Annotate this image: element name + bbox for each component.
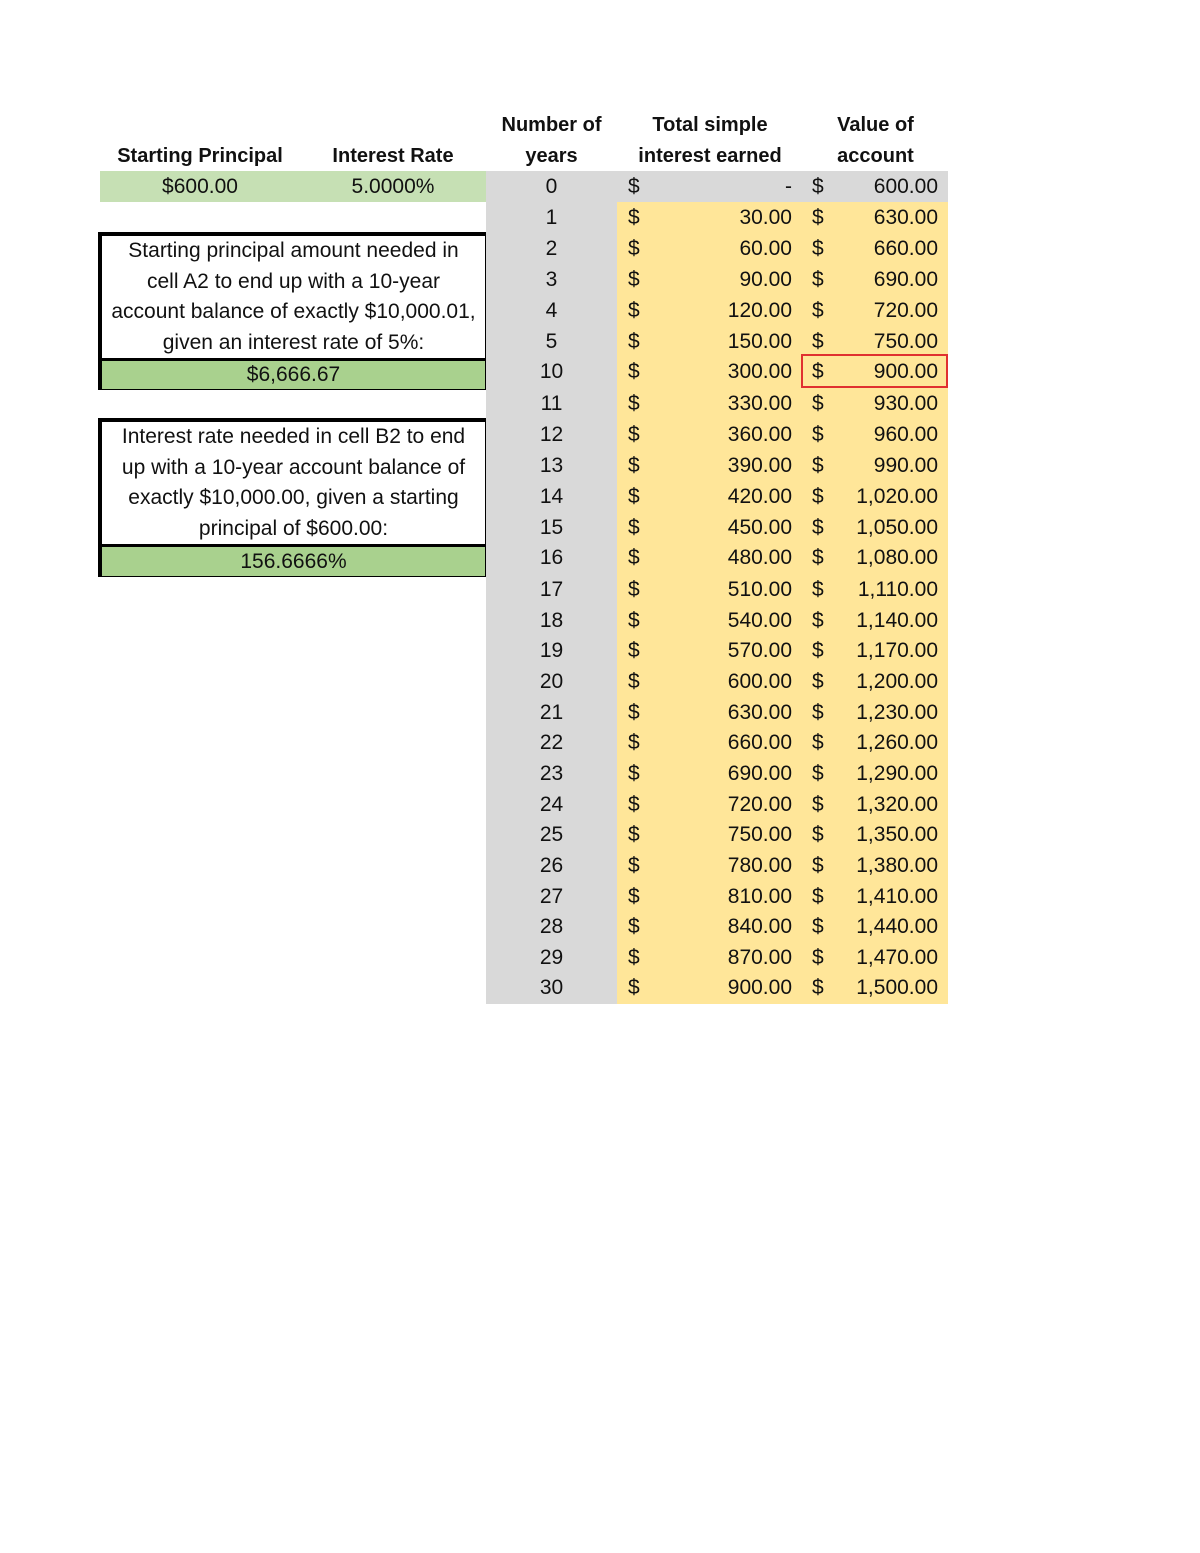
table-interest-cell[interactable]: 330.00 xyxy=(727,392,792,415)
value-dollar-sign: $ xyxy=(812,609,824,632)
table-interest-cell[interactable]: 630.00 xyxy=(727,701,792,724)
interest-dollar-sign: $ xyxy=(628,885,640,908)
value-dollar-sign: $ xyxy=(812,206,824,229)
table-year-cell[interactable]: 14 xyxy=(539,485,564,508)
rate-goal-line: principal of $600.00: xyxy=(198,516,389,540)
value-dollar-sign: $ xyxy=(812,946,824,969)
table-value-cell[interactable]: 1,170.00 xyxy=(856,639,938,662)
header-interest-line1: Total simple xyxy=(652,114,768,136)
interest-dollar-sign: $ xyxy=(628,915,640,938)
table-value-cell[interactable]: 690.00 xyxy=(873,268,938,291)
value-dollar-sign: $ xyxy=(812,670,824,693)
table-year-cell[interactable]: 22 xyxy=(539,731,564,754)
interest-dollar-sign: $ xyxy=(628,485,640,508)
table-interest-cell[interactable]: 300.00 xyxy=(727,360,792,383)
table-year-cell[interactable]: 21 xyxy=(539,701,564,724)
interest-dollar-sign: $ xyxy=(628,454,640,477)
interest-dollar-sign: $ xyxy=(628,546,640,569)
value-dollar-sign: $ xyxy=(812,639,824,662)
table-year-cell[interactable]: 30 xyxy=(539,976,564,999)
value-dollar-sign: $ xyxy=(812,175,824,198)
value-dollar-sign: $ xyxy=(812,392,824,415)
table-interest-cell[interactable]: 600.00 xyxy=(727,670,792,693)
value-dollar-sign: $ xyxy=(812,578,824,601)
value-dollar-sign: $ xyxy=(812,823,824,846)
interest-dollar-sign: $ xyxy=(628,976,640,999)
table-value-cell[interactable]: 1,380.00 xyxy=(856,854,938,877)
value-dollar-sign: $ xyxy=(812,485,824,508)
table-interest-cell[interactable]: 540.00 xyxy=(727,609,792,632)
table-value-cell[interactable]: 930.00 xyxy=(873,392,938,415)
header-total-interest xyxy=(617,110,803,172)
table-year-cell[interactable]: 19 xyxy=(539,639,564,662)
table-interest-cell[interactable]: 900.00 xyxy=(727,976,792,999)
table-year-cell[interactable]: 27 xyxy=(539,885,564,908)
table-interest-cell[interactable]: 780.00 xyxy=(727,854,792,877)
table-value-cell[interactable]: 1,200.00 xyxy=(856,670,938,693)
value-dollar-sign: $ xyxy=(812,299,824,322)
table-value-cell[interactable]: 1,260.00 xyxy=(856,731,938,754)
table-value-cell[interactable]: 1,290.00 xyxy=(856,762,938,785)
table-value-cell[interactable]: 1,440.00 xyxy=(856,915,938,938)
table-interest-cell[interactable]: 90.00 xyxy=(739,268,792,291)
table-year-cell[interactable]: 18 xyxy=(539,609,564,632)
interest-dollar-sign: $ xyxy=(628,299,640,322)
starting-principal-cell[interactable]: $600.00 xyxy=(100,171,300,202)
table-value-cell[interactable]: 750.00 xyxy=(873,330,938,353)
value-dollar-sign: $ xyxy=(812,237,824,260)
table-year-cell[interactable]: 5 xyxy=(545,330,558,353)
table-interest-cell[interactable]: 570.00 xyxy=(727,639,792,662)
rate-goal-line: up with a 10-year account balance of xyxy=(121,455,466,479)
table-interest-cell[interactable]: 480.00 xyxy=(727,546,792,569)
interest-dollar-sign: $ xyxy=(628,701,640,724)
interest-dollar-sign: $ xyxy=(628,330,640,353)
table-interest-cell[interactable]: 30.00 xyxy=(739,206,792,229)
header-number-of-years xyxy=(486,110,617,172)
rate-goal-result[interactable]: 156.6666% xyxy=(102,544,485,576)
value-dollar-sign: $ xyxy=(812,854,824,877)
principal-goal-box xyxy=(98,232,489,390)
table-value-cell[interactable]: 1,350.00 xyxy=(856,823,938,846)
table-interest-cell[interactable]: 150.00 xyxy=(727,330,792,353)
table-value-cell[interactable]: 600.00 xyxy=(873,175,938,198)
rate-goal-text xyxy=(102,422,485,544)
table-interest-cell[interactable]: 690.00 xyxy=(727,762,792,785)
table-value-cell[interactable]: 720.00 xyxy=(873,299,938,322)
interest-dollar-sign: $ xyxy=(628,762,640,785)
table-value-cell[interactable]: 1,470.00 xyxy=(856,946,938,969)
table-value-cell[interactable]: 660.00 xyxy=(873,237,938,260)
interest-dollar-sign: $ xyxy=(628,946,640,969)
principal-goal-line: Starting principal amount needed in xyxy=(128,239,459,262)
table-interest-cell[interactable]: 810.00 xyxy=(727,885,792,908)
principal-goal-line: given an interest rate of 5%: xyxy=(162,330,425,354)
interest-dollar-sign: $ xyxy=(628,237,640,260)
header-years-line1: Number of xyxy=(501,114,602,136)
header-value-line2: account xyxy=(837,145,914,167)
table-interest-cell[interactable]: 120.00 xyxy=(727,299,792,322)
table-interest-cell[interactable]: 840.00 xyxy=(727,915,792,938)
header-starting-principal: Starting Principal xyxy=(117,145,283,167)
value-dollar-sign: $ xyxy=(812,268,824,291)
value-dollar-sign: $ xyxy=(812,762,824,785)
table-value-cell[interactable]: 1,080.00 xyxy=(856,546,938,569)
table-interest-cell[interactable]: 60.00 xyxy=(739,237,792,260)
principal-goal-text xyxy=(102,236,485,358)
value-dollar-sign: $ xyxy=(812,885,824,908)
table-value-cell[interactable]: 1,230.00 xyxy=(856,701,938,724)
table-year-cell[interactable]: 2 xyxy=(545,237,558,260)
table-value-cell[interactable]: 1,050.00 xyxy=(856,516,938,539)
table-year-cell[interactable]: 0 xyxy=(545,175,558,198)
table-value-cell[interactable]: 960.00 xyxy=(873,423,938,446)
interest-dollar-sign: $ xyxy=(628,639,640,662)
value-dollar-sign: $ xyxy=(812,976,824,999)
value-dollar-sign: $ xyxy=(812,701,824,724)
highlight-year10-value xyxy=(801,354,948,388)
principal-goal-result[interactable]: $6,666.67 xyxy=(102,358,485,389)
principal-goal-line: account balance of exactly $10,000.01, xyxy=(111,300,476,324)
rate-goal-line: exactly $10,000.00, given a starting xyxy=(128,486,459,510)
value-dollar-sign: $ xyxy=(812,915,824,938)
table-value-cell[interactable]: 900.00 xyxy=(873,360,938,383)
value-dollar-sign: $ xyxy=(812,516,824,539)
table-year-cell[interactable]: 3 xyxy=(545,268,558,291)
header-interest-rate: Interest Rate xyxy=(332,145,454,167)
table-year-cell[interactable]: 1 xyxy=(545,206,558,229)
table-year-cell[interactable]: 16 xyxy=(539,546,564,569)
value-dollar-sign: $ xyxy=(812,330,824,353)
header-value-line1: Value of xyxy=(837,114,914,136)
table-year-cell[interactable]: 12 xyxy=(539,423,564,446)
table-year-cell[interactable]: 23 xyxy=(539,762,564,785)
principal-goal-line: cell A2 to end up with a 10-year xyxy=(146,269,440,293)
interest-dollar-sign: $ xyxy=(628,731,640,754)
value-dollar-sign: $ xyxy=(812,454,824,477)
table-value-cell[interactable]: 1,410.00 xyxy=(856,885,938,908)
table-interest-cell[interactable]: 390.00 xyxy=(727,454,792,477)
header-value-of-account xyxy=(803,110,948,172)
value-dollar-sign: $ xyxy=(812,546,824,569)
table-year-cell[interactable]: 28 xyxy=(539,915,564,938)
table-interest-cell[interactable]: 870.00 xyxy=(727,946,792,969)
interest-dollar-sign: $ xyxy=(628,268,640,291)
table-year-cell[interactable]: 13 xyxy=(539,454,564,477)
table-year-cell[interactable]: 4 xyxy=(545,299,558,322)
value-dollar-sign: $ xyxy=(812,731,824,754)
table-interest-cell[interactable]: 720.00 xyxy=(727,793,792,816)
table-year-cell[interactable]: 15 xyxy=(539,516,564,539)
table-year-cell[interactable]: 17 xyxy=(539,578,564,601)
table-year-cell[interactable]: 20 xyxy=(539,670,564,693)
interest-dollar-sign: $ xyxy=(628,670,640,693)
table-value-cell[interactable]: 1,500.00 xyxy=(856,976,938,999)
table-year-cell[interactable]: 25 xyxy=(539,823,564,846)
table-year-cell[interactable]: 10 xyxy=(539,360,564,383)
table-year-cell[interactable]: 26 xyxy=(539,854,564,877)
value-dollar-sign: $ xyxy=(812,793,824,816)
table-interest-cell[interactable]: 660.00 xyxy=(727,731,792,754)
header-interest-line2: interest earned xyxy=(638,145,782,167)
table-year-cell[interactable]: 11 xyxy=(540,392,563,415)
interest-dollar-sign: $ xyxy=(628,206,640,229)
table-interest-cell[interactable]: 750.00 xyxy=(727,823,792,846)
table-value-cell[interactable]: 1,110.00 xyxy=(857,578,938,601)
table-value-cell[interactable]: 1,020.00 xyxy=(856,485,938,508)
table-year-cell[interactable]: 29 xyxy=(539,946,564,969)
interest-dollar-sign: $ xyxy=(628,823,640,846)
rate-goal-line: Interest rate needed in cell B2 to end xyxy=(121,425,466,448)
interest-dollar-sign: $ xyxy=(628,516,640,539)
table-value-cell[interactable]: 990.00 xyxy=(873,454,938,477)
interest-dollar-sign: $ xyxy=(628,578,640,601)
table-year-cell[interactable]: 24 xyxy=(539,793,564,816)
interest-dollar-sign: $ xyxy=(628,360,640,383)
interest-dollar-sign: $ xyxy=(628,175,640,198)
table-value-cell[interactable]: 1,140.00 xyxy=(856,609,938,632)
interest-dollar-sign: $ xyxy=(628,854,640,877)
table-value-cell[interactable]: 630.00 xyxy=(873,206,938,229)
table-interest-cell[interactable]: - xyxy=(785,175,792,198)
value-dollar-sign: $ xyxy=(812,423,824,446)
interest-dollar-sign: $ xyxy=(628,793,640,816)
table-interest-cell[interactable]: 360.00 xyxy=(727,423,792,446)
value-dollar-sign: $ xyxy=(812,360,824,383)
interest-dollar-sign: $ xyxy=(628,392,640,415)
rate-goal-box xyxy=(98,418,489,577)
interest-dollar-sign: $ xyxy=(628,423,640,446)
interest-rate-cell[interactable]: 5.0000% xyxy=(300,171,486,202)
table-interest-cell[interactable]: 450.00 xyxy=(727,516,792,539)
header-years-line2: years xyxy=(525,145,578,167)
interest-dollar-sign: $ xyxy=(628,609,640,632)
table-interest-cell[interactable]: 510.00 xyxy=(727,578,792,601)
table-interest-cell[interactable]: 420.00 xyxy=(727,485,792,508)
table-value-cell[interactable]: 1,320.00 xyxy=(856,793,938,816)
